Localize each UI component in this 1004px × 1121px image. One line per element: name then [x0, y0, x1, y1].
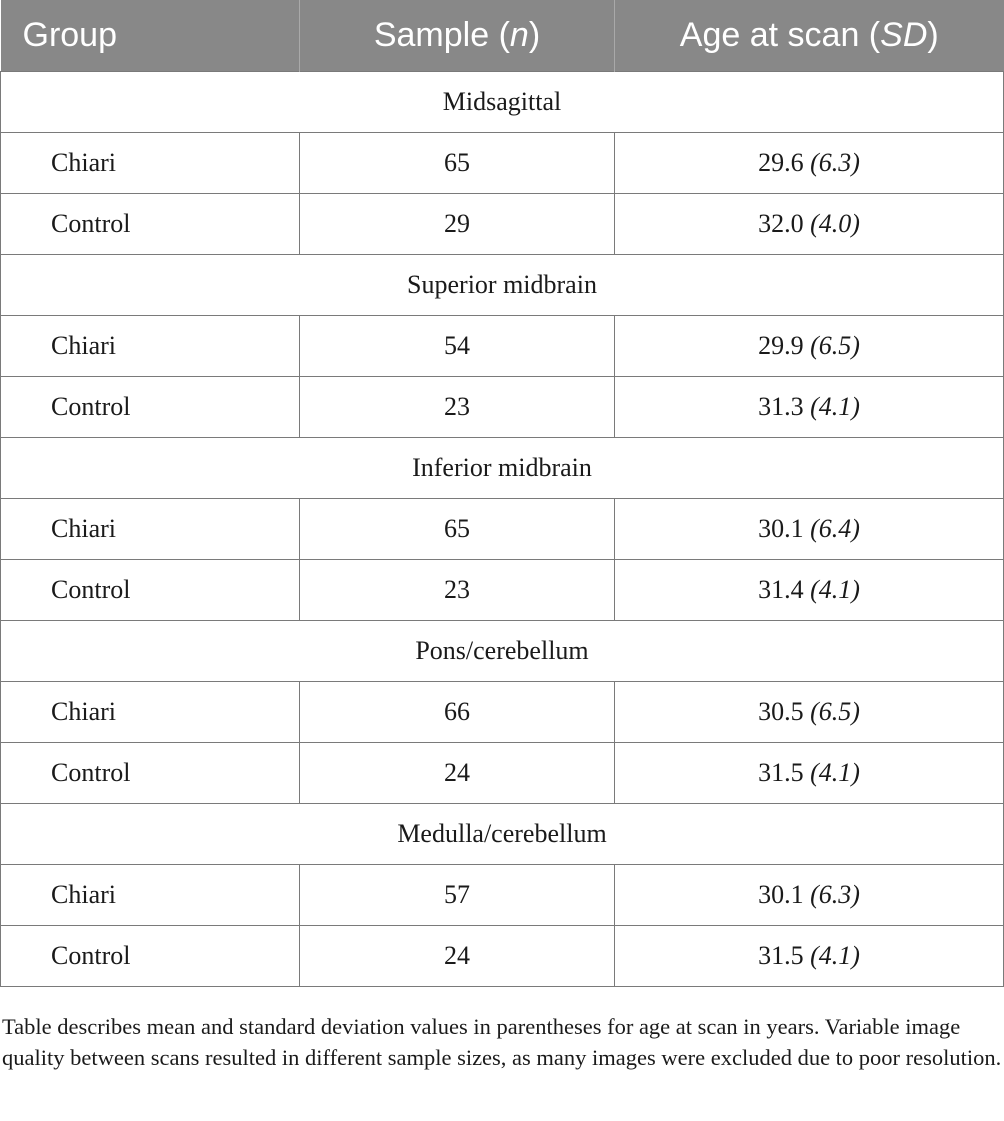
age-mean: 31.5 [758, 941, 804, 970]
sample-cell: 29 [300, 194, 615, 255]
section-row-inferior-midbrain [1, 438, 1004, 499]
section-row-pons-cerebellum [1, 621, 1004, 682]
group-cell: Chiari [1, 316, 300, 377]
age-sd: (4.0) [810, 209, 860, 238]
group-cell: Chiari [1, 499, 300, 560]
table-row [1, 682, 1004, 743]
section-title: Inferior midbrain [1, 438, 1004, 499]
header-group: Group [1, 0, 300, 72]
header-sample-label: Sample [373, 16, 490, 54]
sample-cell: 24 [300, 743, 615, 804]
age-cell [615, 194, 1004, 255]
age-cell [615, 560, 1004, 621]
header-sample-variable: n [509, 16, 529, 54]
age-cell [615, 377, 1004, 438]
age-mean: 31.3 [758, 392, 804, 421]
age-mean: 29.6 [758, 148, 804, 177]
table-row [1, 743, 1004, 804]
header-age-variable: SD [880, 16, 928, 54]
table-row [1, 194, 1004, 255]
header-age-label: Age at scan [679, 16, 860, 54]
age-sd: (6.3) [810, 148, 860, 177]
age-mean: 30.1 [758, 514, 804, 543]
group-cell: Chiari [1, 865, 300, 926]
group-cell: Chiari [1, 133, 300, 194]
section-title: Pons/cerebellum [1, 621, 1004, 682]
age-mean: 30.1 [758, 880, 804, 909]
age-cell [615, 682, 1004, 743]
header-row [1, 0, 1004, 72]
table-row [1, 377, 1004, 438]
age-sd: (4.1) [810, 575, 860, 604]
table-row [1, 926, 1004, 987]
group-cell: Control [1, 194, 300, 255]
group-cell: Chiari [1, 682, 300, 743]
sample-cell: 57 [300, 865, 615, 926]
age-cell [615, 316, 1004, 377]
table-row [1, 316, 1004, 377]
table-footnote: Table describes mean and standard deviation values in parentheses for age at scan in years. Variable image quality between scans resulted in different sample sizes, as many images were excluded due to poor resolution. [2, 1014, 1002, 1070]
table-row [1, 560, 1004, 621]
sample-cell: 65 [300, 499, 615, 560]
age-sd: (4.1) [810, 941, 860, 970]
section-title: Medulla/cerebellum [1, 804, 1004, 865]
age-sd: (6.5) [810, 331, 860, 360]
group-cell: Control [1, 377, 300, 438]
age-cell [615, 499, 1004, 560]
age-sd: (6.5) [810, 697, 860, 726]
header-sample: Sample (n) [300, 0, 615, 72]
age-mean: 32.0 [758, 209, 804, 238]
section-title: Superior midbrain [1, 255, 1004, 316]
section-row-medulla-cerebellum [1, 804, 1004, 865]
age-cell [615, 133, 1004, 194]
table-row [1, 499, 1004, 560]
age-mean: 29.9 [758, 331, 804, 360]
sample-cell: 24 [300, 926, 615, 987]
section-row-superior-midbrain [1, 255, 1004, 316]
age-sd: (6.4) [810, 514, 860, 543]
sample-cell: 65 [300, 133, 615, 194]
group-cell: Control [1, 743, 300, 804]
sample-cell: 54 [300, 316, 615, 377]
section-row-midsagittal [1, 72, 1004, 133]
age-cell [615, 926, 1004, 987]
header-age: Age at scan (SD) [615, 0, 1004, 72]
section-title: Midsagittal [1, 72, 1004, 133]
age-sd: (4.1) [810, 758, 860, 787]
table-row [1, 865, 1004, 926]
age-mean: 31.4 [758, 575, 804, 604]
age-cell [615, 865, 1004, 926]
age-sd: (6.3) [810, 880, 860, 909]
age-mean: 30.5 [758, 697, 804, 726]
table-row [1, 133, 1004, 194]
group-cell: Control [1, 926, 300, 987]
age-cell [615, 743, 1004, 804]
sample-cell: 23 [300, 377, 615, 438]
sample-cell: 66 [300, 682, 615, 743]
group-cell: Control [1, 560, 300, 621]
age-sd: (4.1) [810, 392, 860, 421]
sample-cell: 23 [300, 560, 615, 621]
age-mean: 31.5 [758, 758, 804, 787]
